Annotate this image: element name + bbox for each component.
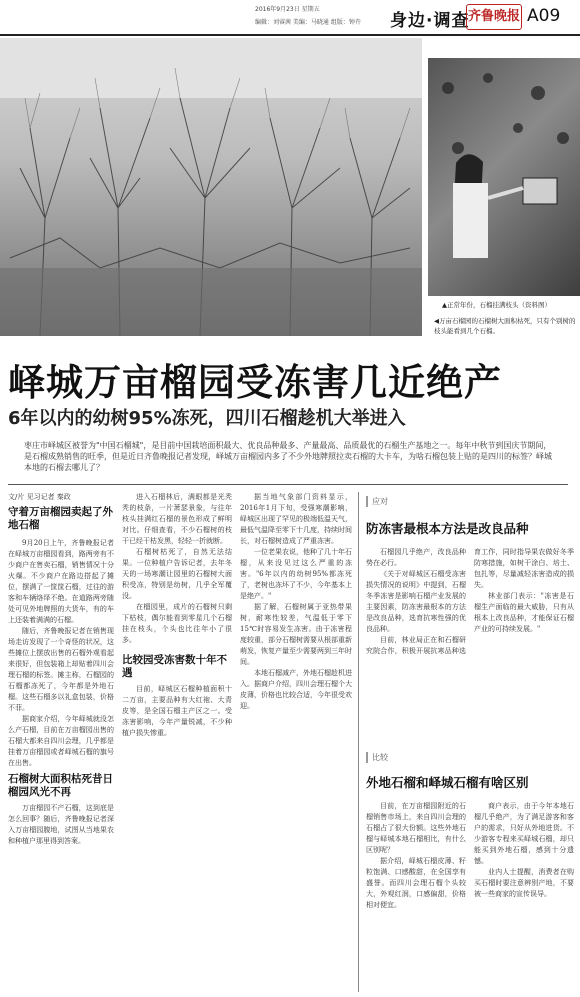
paragraph: 据了解，石榴树属于亚热带果树，耐寒性较差，气温低于零下15℃时容易发生冻害。由于冻害程度较重，部分石榴树需要从根部重新萌发，恢复产量至少需要两到三年时间。 [240, 603, 352, 666]
column-2 [122, 492, 232, 739]
paragraph: 一位老果农说，他种了几十年石榴，从来没见过这么严重的冻害。"6年以内的幼树95%都冻死了，老树也冻坏了不少，今年基本上是绝产。" [240, 548, 352, 600]
column-1-subhead-2: 石榴树大面积枯死昔日榴园风光不再 [8, 773, 113, 798]
column-2-body [122, 492, 232, 646]
side-story-2-tag: 比较 [366, 752, 574, 763]
paragraph: 石榴树枯死了，自然无法结果。一位种植户告诉记者，去年冬天的一场寒潮让园里的石榴树大面积受冻，特别是幼树，几乎全军覆没。 [122, 548, 232, 600]
paragraph: 据当地气象部门资料显示，2016年1月下旬，受强寒潮影响，峄城区出现了罕见的极端低温天气，最低气温降至零下十几度，持续时间长，对石榴树造成了严重冻害。 [240, 493, 352, 545]
column-1-body [8, 538, 114, 769]
paragraph: 万亩榴园不产石榴，这到底是怎么回事？随后，齐鲁晚报记者深入万亩榴园腹地，试图从当地果农和种植户那里得到答案。 [8, 804, 114, 845]
lead-paragraph: 枣庄市峄城区被誉为"中国石榴城"，是目前中国栽培面积最大、优良品种最多、产量最高、品质最优的石榴生产基地之一。每年中秋节到国庆节期间，是石榴成熟销售的旺季，但是近日齐鲁晚报记者发现，峄城万亩榴园内多了不少外地牌照拉卖石榴的大卡车，为啥石榴包装上贴的是四川的标签？峄城本地的石榴去哪儿了？ [24, 441, 552, 472]
paragraph: 商户表示，由于今年本地石榴几乎绝产，为了满足游客和客户的需求，只好从外地进货。不少游客专程来买峄城石榴，却只能买到外地石榴，感到十分遗憾。 [474, 802, 574, 865]
paragraph: 据商家介绍，今年峄城就没怎么产石榴，目前在万亩榴园出售的石榴大都来自四川会理，几乎都是挂着万亩榴园或者峄城石榴的旗号在出售。 [8, 715, 114, 767]
column-1-body-2 [8, 803, 114, 847]
column-3-body [240, 492, 352, 990]
paragraph: 本地石榴减产，外地石榴趁机进入。据商户介绍，四川会理石榴个大皮薄，价格也比较合适，今年很受欢迎。 [240, 669, 352, 710]
paragraph: 林业部门表示："冻害是石榴生产面临的最大威胁，只有从根本上改良品种，才能保证石榴产业的可持续发展。" [474, 592, 574, 633]
side-story-2-title: 外地石榴和峄城石榴有啥区别 [366, 775, 529, 790]
paragraph: 目前，峄城区石榴种植面积十二万亩，主要品种有大红袍、大青皮等，是全国石榴主产区之一。受冻害影响，今年产量锐减，不少种植户损失惨重。 [122, 685, 232, 737]
side-story-1 [366, 496, 574, 727]
side-story-2-body [366, 801, 574, 997]
section-title: 身边·调查 [390, 11, 470, 31]
subheadline: 6年以内的幼树95%冻死，四川石榴趁机大举进入 [8, 408, 406, 429]
paragraph: 9月20日上午，齐鲁晚报记者在峄城万亩榴园看到，路两旁有不少商户在售卖石榴，销售情况十分火爆。不少商户在路边搭起了摊位，摆满了一筐筐石榴，过往的游客和车辆络绎不绝。在道路两旁随处可见外地牌照的大货车，有的车上还装着满满的石榴。 [8, 539, 114, 624]
side-story-1-body [366, 547, 574, 727]
paragraph: 在榴园里，成片的石榴树只剩下枯枝，偶尔能看到零星几个石榴挂在枝头，个头也比往年小了很多。 [122, 603, 232, 644]
paragraph: 目前，在万亩榴园附近的石榴销售市场上，来自四川会理的石榴占了很大份额。这些外地石榴与峄城本地石榴相比，有什么区别呢？ [366, 802, 466, 854]
picking-illustration [428, 58, 580, 296]
editor-line: 编辑：刘睿茜 美编：马晓通 组版：钟卉 [255, 19, 361, 26]
date-line: 2016年9月23日 星期五 [255, 6, 320, 13]
column-1 [8, 506, 114, 847]
headline: 峄城万亩榴园受冻害几近绝产 [8, 361, 502, 404]
column-3 [240, 492, 352, 990]
paragraph: 石榴园几乎绝产，改良品种势在必行。 [366, 548, 466, 567]
newspaper-logo: 齐鲁晚报 [466, 4, 522, 30]
orchard-illustration [0, 38, 422, 336]
column-2-body-2 [122, 684, 232, 739]
main-photo-caption: ◀万亩石榴园的石榴树大面积枯死，只有个别树的枝头能看到几个石榴。 [434, 317, 576, 335]
lead-rule [8, 484, 568, 485]
side-photo-woman-picking [428, 58, 580, 296]
column-2-subhead: 比较园受冻害数十年不遇 [122, 654, 227, 679]
paragraph: 业内人士提醒，消费者在购买石榴时要注意辨别产地，不要被一些商家的宣传误导。 [474, 868, 574, 898]
side-photo-caption: ▲正常年份，石榴挂满枝头（资料图） [442, 301, 551, 309]
header-rule [0, 34, 580, 36]
side-story-1-tag: 应对 [366, 496, 574, 507]
paragraph: 进入石榴林后，满眼都是光秃秃的枝条，一片萧瑟景象，与往年枝头挂满红石榴的景色形成了鲜明对比。仔细查看，不少石榴树的枝干已经干枯发黑，轻轻一折就断。 [122, 493, 232, 545]
side-story-2 [366, 752, 574, 997]
paragraph: 据介绍，峄城石榴皮薄、籽粒饱满、口感酸甜，在全国享有盛誉。而四川会理石榴个头较大，外观红润，口感偏甜，价格相对便宜。 [366, 857, 466, 909]
main-photo-pomegranate-orchard [0, 38, 422, 336]
byline: 文/片 见习记者 秦政 [8, 493, 71, 501]
paragraph: 《关于对峄城区石榴受冻害损失情况的说明》中提到，石榴冬季冻害是影响石榴产业发展的主要因素，防冻害最根本的方法是改良品种，选育抗寒性强的优良品种。 [366, 570, 466, 633]
column-divider [358, 492, 359, 992]
page-number: A09 [527, 6, 561, 26]
paragraph: 随后，齐鲁晚报记者在销售现场走访发现了一个奇怪的状况，这些摊位上摆放出售的石榴外观看起来很好，但包装箱上却贴着四川会理石榴的标签。摊主称，石榴园的石榴都冻死了，今年都是外地石榴。这些石榴多以礼盒包装，价格不菲。 [8, 627, 114, 712]
column-1-subhead: 守着万亩榴园卖起了外地石榴 [8, 506, 113, 531]
paragraph: 目前，林业局正在和石榴研究院合作，积极开展抗寒品种选育工作，同时指导果农做好冬季防寒措施，如树干涂白、培土、包扎等，尽量减轻冻害造成的损失。 [366, 548, 574, 655]
side-story-1-title: 防冻害最根本方法是改良品种 [366, 521, 529, 536]
